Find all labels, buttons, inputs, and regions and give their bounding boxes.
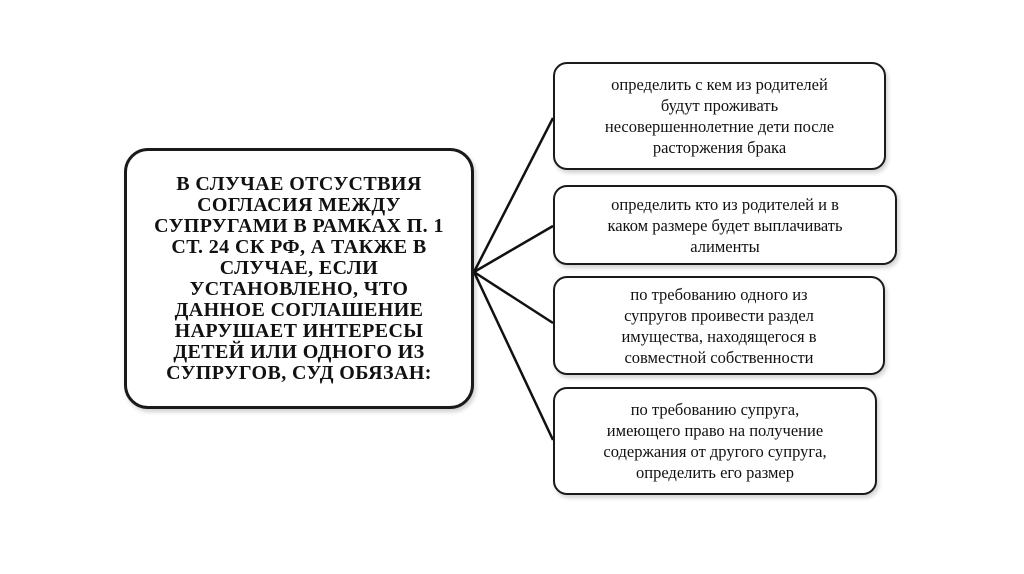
branch-node-alimony — [553, 185, 897, 265]
branch-node-text: определить кто из родителей и в каком размере будет выплачивать алименты — [607, 194, 843, 256]
branch-node-custody — [553, 62, 886, 170]
branch-node-text: определить с кем из родителей будут проживать несовершеннолетние дети после расторжения брака — [604, 75, 835, 157]
branch-node-text: по требованию одного из супругов проивести раздел имущества, находящегося в совместной собственности — [621, 284, 817, 367]
branch-node-property-division — [553, 276, 885, 375]
branch-node-spousal-support — [553, 387, 877, 495]
branch-node-text: по требованию супруга, имеющего право на получение содержания от другого супруга, определить его размер — [603, 400, 827, 482]
main-node — [124, 148, 474, 409]
main-node-text: В СЛУЧАЕ ОТСУСТВИЯ СОГЛАСИЯ МЕЖДУ СУПРУГАМИ В РАМКАХ П. 1 СТ. 24 СК РФ, А ТАКЖЕ В СЛУЧАЕ, ЕСЛИ УСТАНОВЛЕНО, ЧТО ДАННОЕ СОГЛАШЕНИЕ НАРУШАЕТ ИНТЕРЕСЫ ДЕТЕЙ ИЛИ ОДНОГО ИЗ СУПРУГОВ, СУД ОБЯЗАН: — [154, 172, 444, 384]
